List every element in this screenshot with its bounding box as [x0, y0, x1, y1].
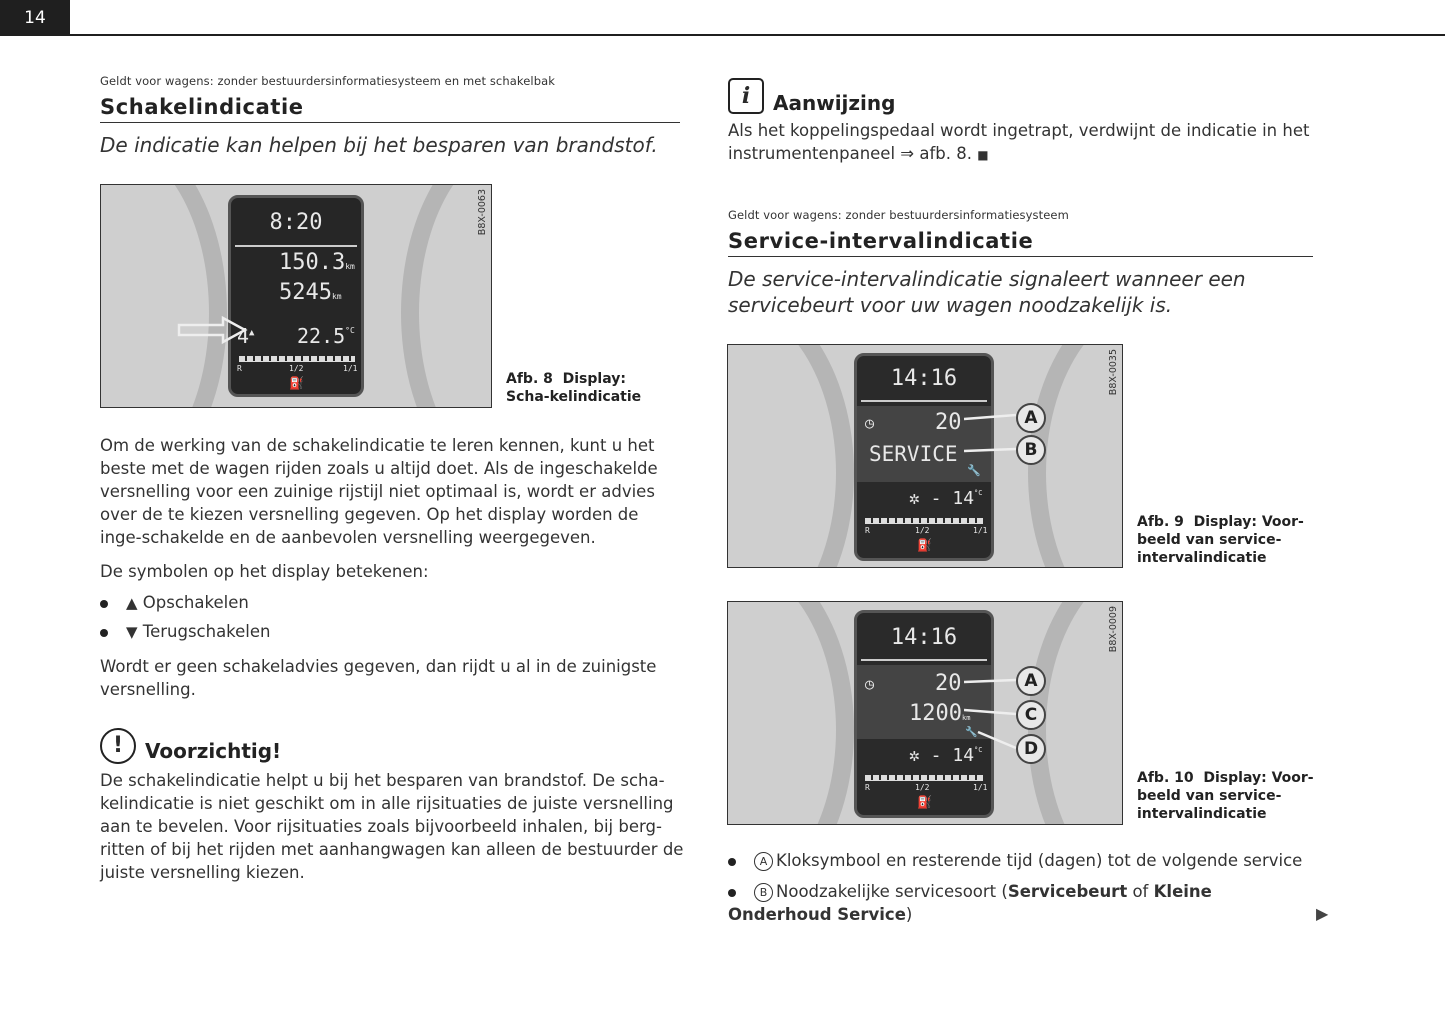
callout-c: C — [1016, 700, 1046, 730]
arrow-pointer-icon — [177, 315, 249, 345]
callout-a: A — [1016, 666, 1046, 696]
fig8-time: 8:20 — [269, 210, 323, 235]
left-paragraph-3: Wordt er geen schakeladvies gegeven, dan rijdt u al in de zuinigste versnelling. — [100, 657, 657, 699]
caution-title: Voorzichtig! — [145, 739, 282, 763]
header-rule — [70, 34, 1445, 36]
right-applies-to: Geldt voor wagens: zonder bestuurdersinformatiesysteem — [728, 208, 1069, 222]
fig10-fuel-gauge — [865, 775, 983, 781]
fig8-fuel-gauge — [239, 356, 355, 362]
fuel-pump-icon: ⛽ — [917, 795, 932, 809]
caution-text: De schakelindicatie helpt u bij het besparen van brandstof. De scha-kelindicatie is niet geschikt om in alle rijsituaties de juiste versnelling aan te bevelen. Voor rijsituaties zoals bijvoorbeeld inhalen, bij berg-ritten of bij het rijden met aanhangwagen kan alleen de bestuurder de juiste versnelling kiezen. — [100, 771, 684, 882]
fig8-temp: $22.5^{^\circ C}$ — [297, 324, 355, 348]
fig8-odo: 5245km — [279, 280, 342, 305]
figure-9 — [727, 344, 1123, 568]
bullet-downshift: ▼ Terugschakelen — [100, 622, 271, 641]
fig8-scale-full: 1/1 — [343, 364, 358, 373]
wrench-icon: 🔧 — [965, 727, 978, 738]
figure-8 — [100, 184, 492, 408]
fig10-lcd: 14:16 ◷ 20 1200km 🔧 ✲ - $14^{^\circ C}$ R 1/2 1/1 ⛽ — [854, 610, 994, 818]
fig9-service: SERVICE — [869, 442, 958, 466]
end-square-icon: ■ — [977, 148, 989, 162]
caution-icon: ! — [100, 728, 136, 764]
callout-b: B — [1016, 435, 1046, 465]
fig8-code: B8X-0063 — [477, 189, 488, 236]
fig10-km: 1200km — [909, 701, 971, 726]
fig9-caption: Afb. 9 Display: Voor-beeld van service-intervalindicatie — [1137, 514, 1304, 566]
note-text: Als het koppelingspedaal wordt ingetrapt, verdwijnt de indicatie in het instrumentenpaneel ⇒ afb. 8. ■ — [728, 121, 1310, 163]
bullet-a: A Kloksymbool en resterende tijd (dagen) tot de volgende service — [728, 851, 1328, 871]
left-paragraph-2: De symbolen op het display betekenen: — [100, 562, 429, 581]
triangle-up-icon: ▲ — [126, 594, 138, 612]
right-section-title: Service-intervalindicatie — [728, 229, 1313, 257]
bullet-b: B Noodzakelijke servicesoort (Servicebeurt of Kleine Onderhoud Service) — [728, 882, 1212, 924]
fig8-gear: 4▲ — [237, 324, 255, 348]
wrench-icon: 🔧 — [967, 464, 981, 477]
left-applies-to: Geldt voor wagens: zonder bestuurdersinformatiesysteem en met schakelbak — [100, 74, 556, 88]
fuel-pump-icon: ⛽ — [917, 538, 932, 552]
fig10-code: B8X-0009 — [1108, 606, 1119, 653]
left-paragraph-1: Om de werking van de schakelindicatie te leren kennen, kunt u het beste met de wagen rijden zoals u altijd doet. Als de ingeschakelde versnelling voor een zuinige rijstijl niet optimaal is, wordt er advies over de te kiezen versnelling gegeven. Op het display worden de inge-schakelde en de aanbevolen versnelling weergegeven. — [100, 436, 658, 547]
fig9-code: B8X-0035 — [1108, 349, 1119, 396]
fig9-lcd: 14:16 ◷ 20 SERVICE 🔧 ✲ - $14^{^\circ C}$ R 1/2 1/1 ⛽ — [854, 353, 994, 561]
fig9-time: 14:16 — [890, 366, 958, 391]
fig8-caption: Afb. 8 Display: Scha-kelindicatie — [506, 371, 642, 405]
fig10-temp: ✲ - $14^{^\circ C}$ — [909, 745, 983, 766]
figure-10 — [727, 601, 1123, 825]
fig9-temp: ✲ - $14^{^\circ C}$ — [909, 488, 983, 509]
fig9-days: 20 — [935, 410, 962, 435]
next-page-arrow-icon: ▶ — [1316, 904, 1329, 923]
dial-left — [100, 184, 227, 408]
bullet-upshift: ▲ Opschakelen — [100, 593, 249, 612]
info-icon: i — [728, 78, 764, 114]
fig8-lcd — [228, 195, 364, 397]
fig8-scale-half: 1/2 — [289, 364, 304, 373]
fig10-days: 20 — [935, 671, 962, 696]
fig9-fuel-gauge — [865, 518, 983, 524]
fig8-scale-r: R — [237, 364, 242, 373]
fuel-pump-icon: ⛽ — [289, 376, 304, 390]
note-title: Aanwijzing — [773, 91, 896, 115]
left-section-title: Schakelindicatie — [100, 95, 680, 123]
clock-icon: ◷ — [865, 675, 875, 693]
callout-a: A — [1016, 403, 1046, 433]
fig8-trip: 150.3km — [279, 250, 355, 275]
fig10-caption: Afb. 10 Display: Voor-beeld van service-intervalindicatie — [1137, 770, 1314, 822]
right-lead: De service-intervalindicatie signaleert wanneer een servicebeurt voor uw wagen noodzakelijk is. — [728, 267, 1246, 317]
fig10-time: 14:16 — [890, 625, 958, 650]
left-lead: De indicatie kan helpen bij het besparen van brandstof. — [100, 133, 658, 157]
clock-icon: ◷ — [865, 414, 875, 432]
callout-d: D — [1016, 734, 1046, 764]
page-number: 14 — [0, 0, 70, 36]
triangle-down-icon: ▼ — [126, 623, 138, 641]
